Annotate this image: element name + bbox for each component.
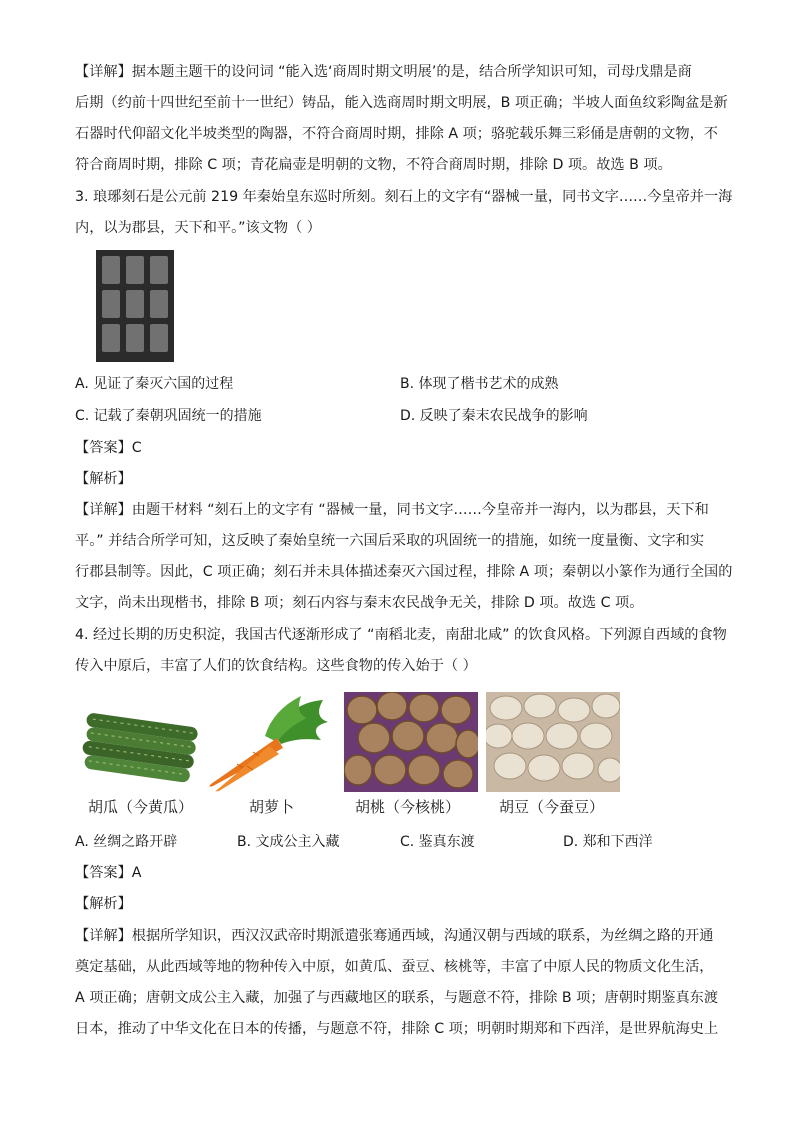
q4-option-b: B. 文成公主入藏 bbox=[237, 834, 340, 850]
q4-option-c: C. 鉴真东渡 bbox=[400, 834, 475, 850]
q3-stem-line-2: 内，以为郡县，天下和平。”该文物（ ） bbox=[75, 220, 321, 236]
q2-explanation-line-4: 符合商周时期，排除 C 项；青花扁壶是明朝的文物，不符合商周时期，排除 D 项。故选 B 项。 bbox=[75, 157, 672, 173]
caption-cucumber: 胡瓜（今黄瓜） bbox=[88, 798, 194, 816]
q3-analysis-heading: 【解析】 bbox=[75, 471, 132, 487]
q3-option-d: D. 反映了秦末农民战争的影响 bbox=[400, 408, 588, 424]
q3-explanation-line-3: 行郡县制等。因此，C 项正确；刻石并未具体描述秦灭六国过程，排除 A 项；秦朝以小篆作为通行全国的 bbox=[75, 564, 733, 580]
q3-explanation-line-1: 【详解】由题干材料 “刻石上的文字有 “器械一量，同书文字……今皇帝并一海内，以为郡县，天下和 bbox=[75, 502, 709, 518]
q4-option-a: A. 丝绸之路开辟 bbox=[75, 834, 178, 850]
walnut-image bbox=[344, 692, 478, 792]
q4-explanation-line-2: 奠定基础，从此西域等地的物种传入中原，如黄瓜、蚕豆、核桃等，丰富了中原人民的物质文化生活， bbox=[75, 959, 714, 975]
q2-explanation-line-1: 【详解】据本题主题干的设问词 “能入选‘商周时期文明展’的是，结合所学知识可知，司母戊鼎是商 bbox=[75, 64, 692, 80]
q4-stem-line-1: 4. 经过长期的历史积淀，我国古代逐渐形成了 “南稻北麦，南甜北咸” 的饮食风格。下列源自西域的食物 bbox=[75, 627, 727, 643]
q3-explanation-line-2: 平。” 并结合所学可知，这反映了秦始皇统一六国后采取的巩固统一的措施，如统一度量衡、文字和实 bbox=[75, 533, 705, 549]
q2-explanation-line-2: 后期（约前十四世纪至前十一世纪）铸品，能入选商周时期文明展，B 项正确；半坡人面鱼纹彩陶盆是新 bbox=[75, 95, 728, 111]
cucumber-image bbox=[82, 692, 200, 792]
q3-stem-line-1: 3. 琅琊刻石是公元前 219 年秦始皇东巡时所刻。刻石上的文字有“器械一量，同书文字……今皇帝并一海 bbox=[75, 189, 733, 205]
broad-bean-image bbox=[486, 692, 620, 792]
q4-analysis-heading: 【解析】 bbox=[75, 896, 132, 912]
q4-answer: 【答案】A bbox=[75, 865, 142, 881]
q3-answer: 【答案】C bbox=[75, 440, 142, 456]
q2-explanation-line-3: 石器时代仰韶文化半坡类型的陶器，不符合商周时期，排除 A 项；骆驼载乐舞三彩俑是唐朝的文物，不 bbox=[75, 126, 718, 142]
q4-explanation-line-4: 日本，推动了中华文化在日本的传播，与题意不符，排除 C 项；明朝时期郑和下西洋，是世界航海史上 bbox=[75, 1021, 719, 1037]
q3-option-a: A. 见证了秦灭六国的过程 bbox=[75, 376, 234, 392]
q3-option-b: B. 体现了楷书艺术的成熟 bbox=[400, 376, 559, 392]
q3-option-c: C. 记载了秦朝巩固统一的措施 bbox=[75, 408, 262, 424]
caption-carrot: 胡萝卜 bbox=[249, 798, 295, 816]
q3-explanation-line-4: 文字，尚未出现楷书，排除 B 项；刻石内容与秦末农民战争无关，排除 D 项。故选 C 项。 bbox=[75, 595, 644, 611]
q4-explanation-line-3: A 项正确；唐朝文成公主入藏，加强了与西藏地区的联系，与题意不符，排除 B 项；唐朝时期鉴真东渡 bbox=[75, 990, 719, 1006]
carrot-image bbox=[203, 692, 335, 792]
stone-inscription-image bbox=[96, 250, 174, 362]
caption-broad-bean: 胡豆（今蚕豆） bbox=[499, 798, 605, 816]
caption-walnut: 胡桃（今核桃） bbox=[355, 798, 461, 816]
q4-stem-line-2: 传入中原后，丰富了人们的饮食结构。这些食物的传入始于（ ） bbox=[75, 658, 477, 674]
q4-option-d: D. 郑和下西洋 bbox=[563, 834, 653, 850]
q4-explanation-line-1: 【详解】根据所学知识，西汉汉武帝时期派遣张骞通西域，沟通汉朝与西域的联系，为丝绸之路的开通 bbox=[75, 928, 714, 944]
